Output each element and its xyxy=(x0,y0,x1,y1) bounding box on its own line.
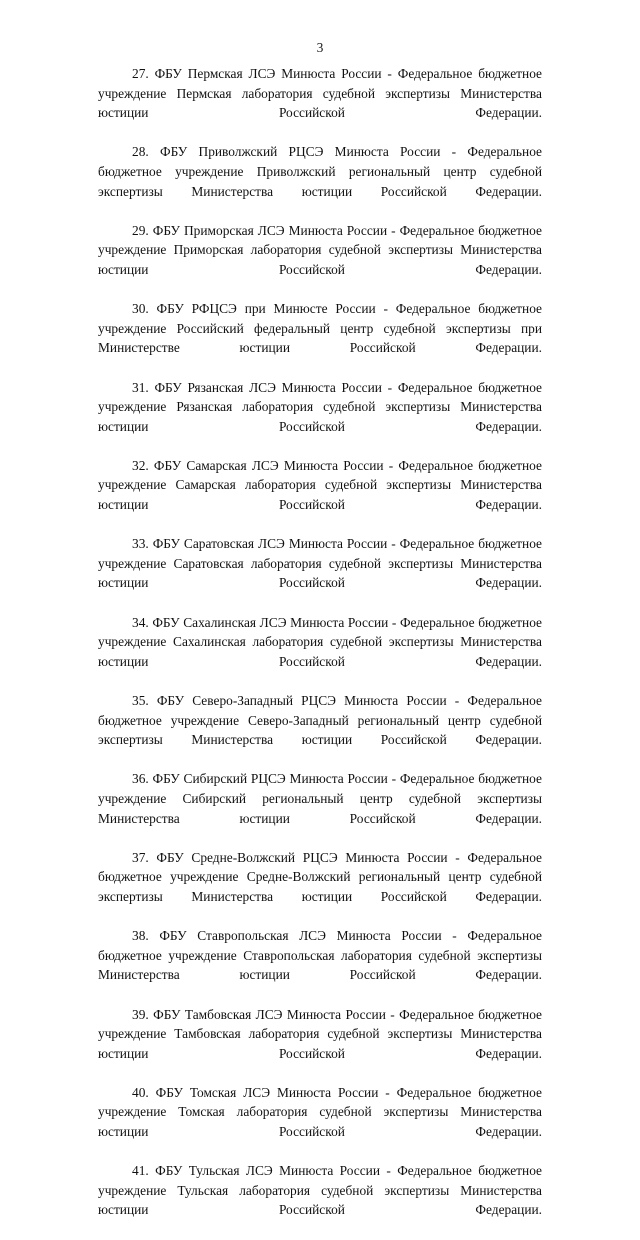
list-item: 32. ФБУ Самарская ЛСЭ Минюста России - Федеральное бюджетное учреждение Самарская лаборатория судебной экспертизы Министерства юстиции Российской Федерации. xyxy=(98,457,542,513)
list-item: 36. ФБУ Сибирский РЦСЭ Минюста России - Федеральное бюджетное учреждение Сибирский региональный центр судебной экспертизы Министерства юстиции Российской Федерации. xyxy=(98,771,542,826)
document-body xyxy=(98,64,542,1240)
list-item: 27. ФБУ Пермская ЛСЭ Минюста России - Федеральное бюджетное учреждение Пермская лаборатория судебной экспертизы Министерства юстиции Российской Федерации. xyxy=(98,66,542,121)
list-item: 35. ФБУ Северо-Западный РЦСЭ Минюста России - Федеральное бюджетное учреждение Северо-Западный региональный центр судебной экспертизы Министерства юстиции Российской Федерации. xyxy=(98,693,542,748)
list-item: 41. ФБУ Тульская ЛСЭ Минюста России - Федеральное бюджетное учреждение Тульская лаборатория судебной экспертизы Министерства юстиции Российской Федерации. xyxy=(98,1163,542,1218)
list-item: 34. ФБУ Сахалинская ЛСЭ Минюста России - Федеральное бюджетное учреждение Сахалинская лаборатория судебной экспертизы Министерства юстиции Российской Федерации. xyxy=(98,614,542,669)
list-item: 37. ФБУ Средне-Волжский РЦСЭ Минюста России - Федеральное бюджетное учреждение Средне-Волжский региональный центр судебной экспертизы Министерства юстиции Российской Федерации. xyxy=(98,849,542,904)
list-item: 33. ФБУ Саратовская ЛСЭ Минюста России - Федеральное бюджетное учреждение Саратовская лаборатория судебной экспертизы Министерства юстиции Российской Федерации. xyxy=(98,536,542,591)
list-item: 40. ФБУ Томская ЛСЭ Минюста России - Федеральное бюджетное учреждение Томская лаборатория судебной экспертизы Министерства юстиции Российской Федерации. xyxy=(98,1084,542,1140)
list-item: 28. ФБУ Приволжский РЦСЭ Минюста России - Федеральное бюджетное учреждение Приволжский региональный центр судебной экспертизы Министерства юстиции Российской Федерации. xyxy=(98,144,542,199)
list-item: 31. ФБУ Рязанская ЛСЭ Минюста России - Федеральное бюджетное учреждение Рязанская лаборатория судебной экспертизы Министерства юстиции Российской Федерации. xyxy=(98,379,542,434)
list-item: 39. ФБУ Тамбовская ЛСЭ Минюста России - Федеральное бюджетное учреждение Тамбовская лаборатория судебной экспертизы Министерства юстиции Российской Федерации. xyxy=(98,1006,542,1061)
page-number: 3 xyxy=(316,40,324,55)
list-item: 38. ФБУ Ставропольская ЛСЭ Минюста России - Федеральное бюджетное учреждение Ставропольская лаборатория судебной экспертизы Министерства юстиции Российской Федерации. xyxy=(98,928,542,983)
list-item: 30. ФБУ РФЦСЭ при Минюсте России - Федеральное бюджетное учреждение Российский федеральный центр судебной экспертизы при Министерстве юстиции Российской Федерации. xyxy=(98,301,542,356)
list-item: 29. ФБУ Приморская ЛСЭ Минюста России - Федеральное бюджетное учреждение Приморская лаборатория судебной экспертизы Министерства юстиции Российской Федерации. xyxy=(98,222,542,277)
